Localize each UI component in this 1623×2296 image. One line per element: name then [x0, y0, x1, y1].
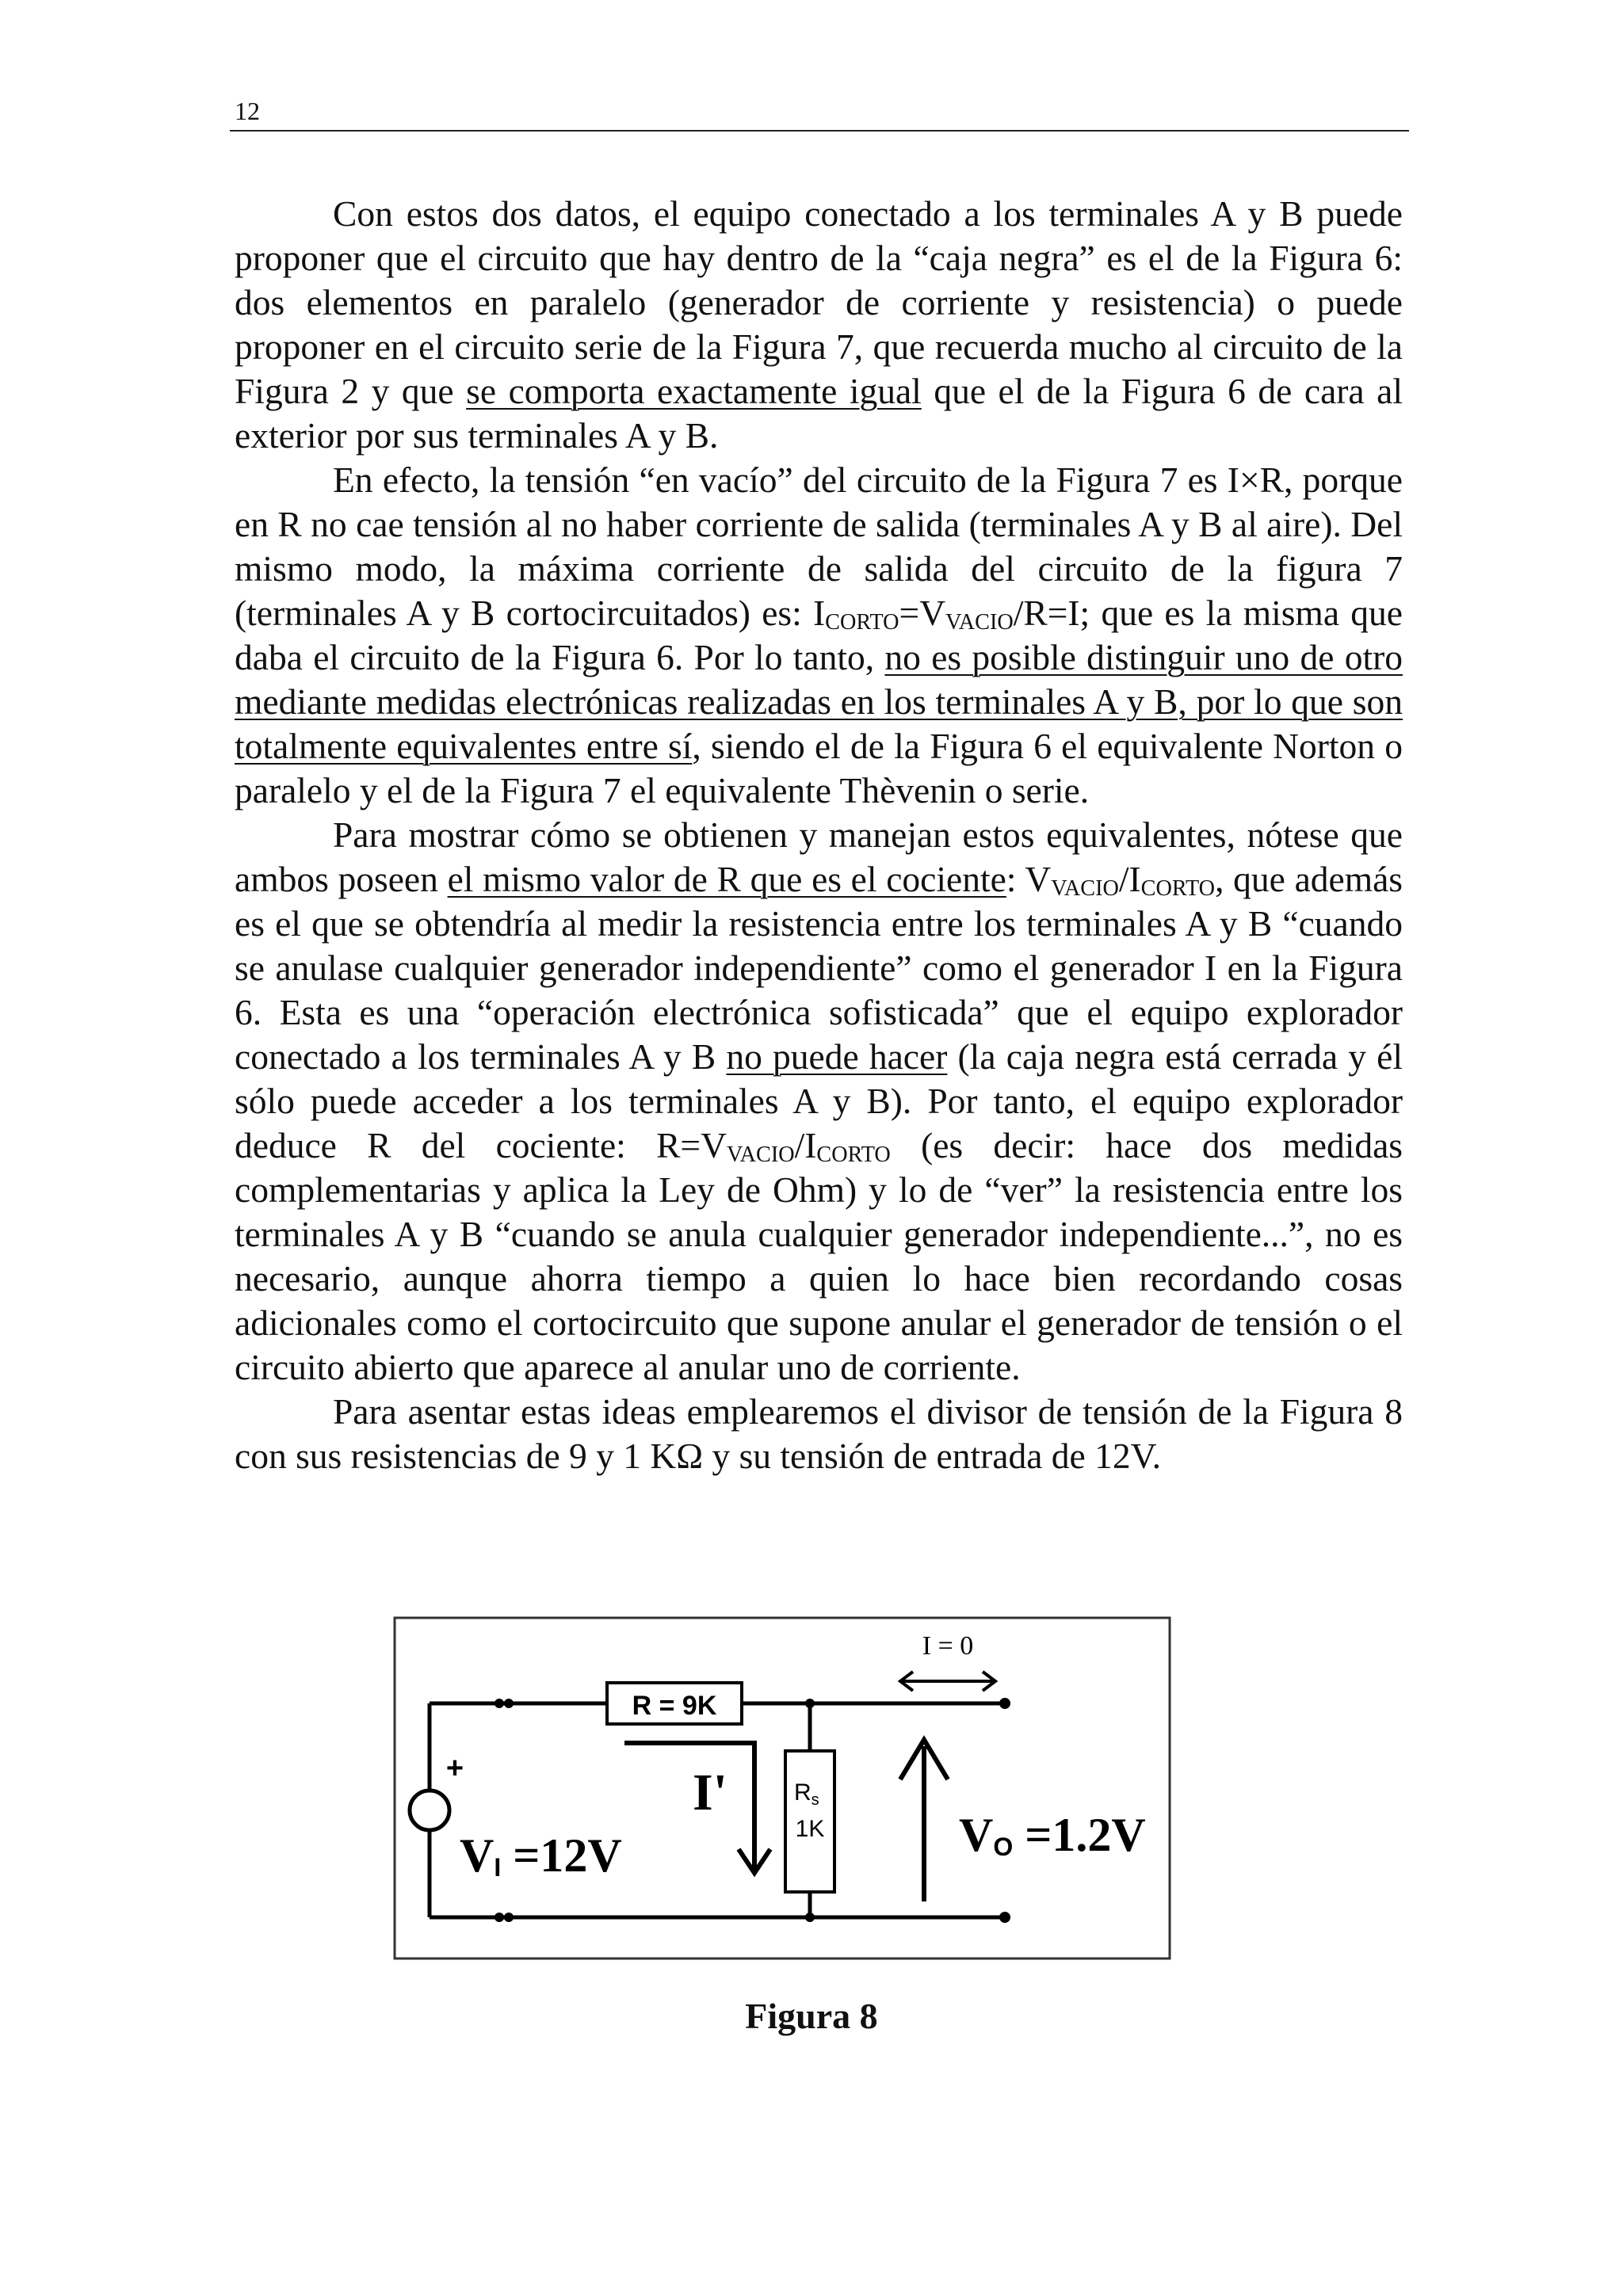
body-text [235, 192, 1403, 1478]
node-dot [495, 1699, 504, 1708]
text-run: =V [899, 593, 946, 633]
text-run: que el de la Figura 6 de cara al exterior por sus terminales A y B. [235, 371, 1403, 456]
underlined-text: no puede hacer [726, 1036, 948, 1077]
rs-value: 1K [795, 1816, 825, 1842]
underlined-text: el mismo valor de R que es el cociente [447, 859, 1006, 899]
text-run: En efecto, la tensión “en vacío” del circuito de la Figura 7 es I×R, porque en R no cae tensión al no haber corriente de salida (terminales A y B al aire). Del mismo modo, la máxima corriente de salida del circuito de la figura 7 (terminales A y B cortocircuitados) es: I [235, 460, 1403, 633]
iprime-label: I' [693, 1764, 728, 1821]
header-rule [230, 130, 1409, 132]
figure-frame [395, 1618, 1170, 1958]
plus-sign: + [445, 1752, 464, 1785]
text-run: : V [1006, 859, 1052, 899]
terminal-dot [999, 1912, 1010, 1923]
subscript-text: VACIO [945, 610, 1014, 635]
text-run: (la caja negra está cerrada y él sólo puede acceder a los terminales A y B). Por tanto, el equipo explorador deduce R del cociente: R=V [235, 1036, 1403, 1165]
node-dot [504, 1913, 514, 1922]
text-run: Para mostrar cómo se obtienen y manejan estos equivalentes, nótese que ambos poseen [235, 814, 1403, 899]
paragraph [235, 458, 1403, 813]
r-label: R = 9K [632, 1691, 717, 1721]
text-run: Para asentar estas ideas emplearemos el divisor de tensión de la Figura 8 con sus resistencias de 9 y 1 KΩ y su tensión de entrada de 12V. [235, 1391, 1403, 1476]
subscript-text: CORTO [816, 1142, 891, 1168]
text-run: Con estos dos datos, el equipo conectado a los terminales A y B puede proponer que el circuito que hay dentro de la “caja negra” es el de la Figura 6: dos elementos en paralelo (generador de corriente y resistencia) o puede proponer en el circuito serie de la Figura 7, que recuerda mucho al circuito de la Figura 2 y que [235, 193, 1403, 411]
subscript-text: VACIO [1051, 876, 1119, 902]
paragraph [235, 1390, 1403, 1478]
node-dot [805, 1913, 815, 1922]
i-zero-label: I = 0 [922, 1631, 974, 1661]
text-run: /I [1118, 859, 1141, 899]
node-dot [504, 1699, 514, 1708]
paragraph [235, 813, 1403, 1390]
underlined-text: se comporta exactamente igual [466, 371, 922, 411]
text-run: /R=I; que es la misma que daba el circuito de la Figura 6. Por lo tanto, [235, 593, 1403, 677]
subscript-text: CORTO [1140, 876, 1216, 902]
node-dot [495, 1913, 504, 1922]
terminal-dot [999, 1698, 1010, 1709]
text-run: , siendo el de la Figura 6 el equivalente Norton o paralelo y el de la Figura 7 el equivalente Thèvenin o serie. [235, 726, 1403, 810]
underlined-text: no es posible distinguir uno de otro mediante medidas electrónicas realizadas en los terminales A y B, por lo que son totalmente equivalentes entre sí [235, 637, 1403, 766]
paragraph [235, 192, 1403, 458]
figure-8-circuit [393, 1616, 1171, 1960]
subscript-text: VACIO [726, 1142, 795, 1168]
text-run: , que además es el que se obtendría al medir la resistencia entre los terminales A y B “cuando se anulase cualquier generador independiente” como el generador I en la Figura 6. Esta es una “operación electrónica sofisticada” que el equipo explorador conectado a los terminales A y B [235, 859, 1403, 1077]
rs-label: $R_s$ [794, 1779, 819, 1809]
figure-caption: Figura 8 [745, 1996, 878, 2036]
page-number: 12 [235, 97, 260, 125]
vo-label: VO =1.2V [959, 1809, 1146, 1861]
subscript-text: CORTO [825, 610, 899, 635]
text-run: /I [794, 1125, 817, 1165]
text-run: (es decir: hace dos medidas complementarias y aplica la Ley de Ohm) y lo de “ver” la resistencia entre los terminales A y B “cuando se anula cualquier generador independiente...”, no es necesario, aunque ahorra tiempo a quien lo hace bien recordando cosas adicionales como el cortocircuito que supone anular el generador de tensión o el circuito abierto que aparece al anular uno de corriente. [235, 1125, 1403, 1387]
node-dot [805, 1699, 815, 1708]
vi-label: VI =12V [460, 1829, 622, 1882]
